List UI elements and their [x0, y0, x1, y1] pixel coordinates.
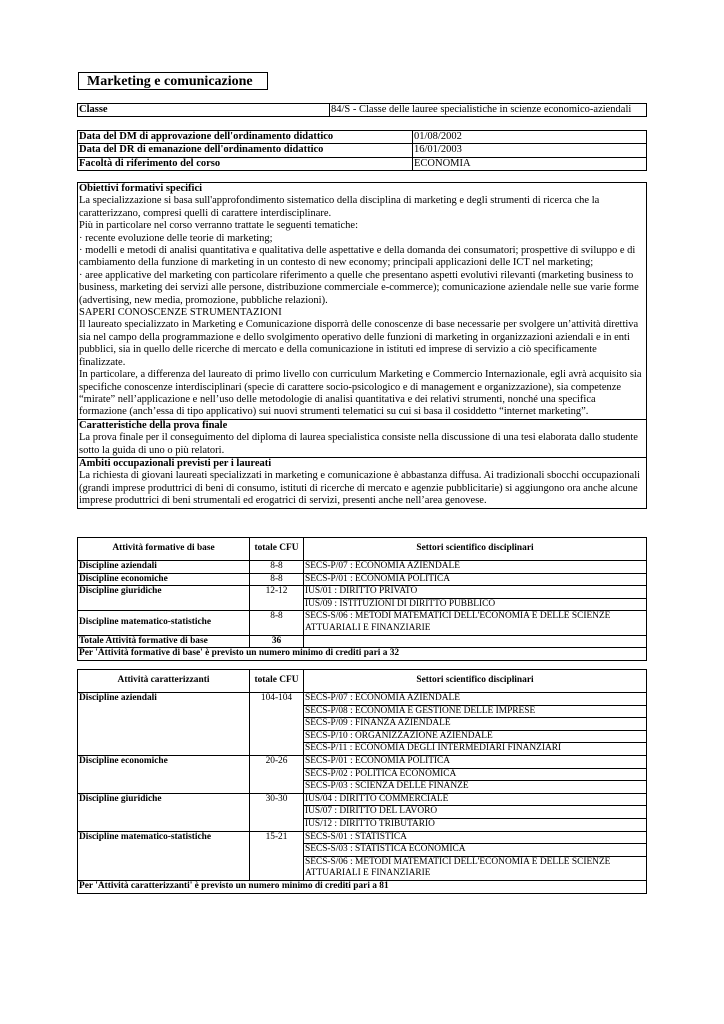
settore: SECS-P/03 : SCIENZA DELLE FINANZE: [304, 781, 647, 794]
activity-name: Discipline aziendali: [78, 693, 250, 756]
activity-cfu: 20-26: [250, 755, 304, 793]
prova-finale-text: La prova finale per il conseguimento del diploma di laurea specialistica consiste nella discussione di una tesi elaborata dallo studente sotto la guida di uno o più relatori.: [79, 432, 638, 456]
info-row-facolta: [78, 157, 647, 170]
activity-name: Discipline aziendali: [78, 561, 250, 574]
classe-table: [77, 103, 647, 117]
total-value: 36: [250, 635, 304, 648]
activity-cfu: 8-8: [250, 561, 304, 574]
settore: SECS-P/07 : ECONOMIA AZIENDALE: [304, 693, 647, 706]
settore: SECS-P/01 : ECONOMIA POLITICA: [304, 755, 647, 768]
settore: SECS-S/03 : STATISTICA ECONOMICA: [304, 844, 647, 857]
table-row: [78, 561, 647, 574]
activity-name: Discipline economiche: [78, 755, 250, 793]
info-label: Facoltà di riferimento del corso: [78, 157, 413, 170]
settore: SECS-S/01 : STATISTICA: [304, 831, 647, 844]
info-row-dm: [78, 131, 647, 144]
caratterizzanti-header-activity: Attività caratterizzanti: [78, 670, 250, 693]
activity-cfu: 30-30: [250, 793, 304, 831]
activity-name: Discipline matematico-statistiche: [78, 831, 250, 880]
settore: SECS-S/06 : METODI MATEMATICI DELL'ECONOMIA E DELLE SCIENZE ATTUARIALI E FINANZIARIE: [304, 611, 647, 635]
obiettivi-line: La specializzazione si basa sull'approfondimento sistematico della disciplina di marketing e degli strumenti di ricerca che la caratterizzano, compresi quelli di carattere interdisciplinare.: [79, 195, 600, 219]
settore: SECS-P/11 : ECONOMIA DEGLI INTERMEDIARI FINANZIARI: [304, 743, 647, 756]
description-box: [77, 182, 647, 509]
info-row-dr: [78, 144, 647, 157]
caratterizzanti-note-row: [78, 880, 647, 893]
settore: IUS/01 : DIRITTO PRIVATO: [304, 586, 647, 599]
caratterizzanti-header-settori: Settori scientifico disciplinari: [304, 670, 647, 693]
base-header-row: [78, 538, 647, 561]
classe-label: Classe: [78, 104, 330, 117]
base-header-cfu: totale CFU: [250, 538, 304, 561]
caratterizzanti-table: [77, 669, 647, 894]
info-label: Data del DR di emanazione dell'ordinamento didattico: [78, 144, 413, 157]
obiettivi-line: · modelli e metodi di analisi quantitativa e qualitativa delle aspettative e della domanda dei consumatori; prospettive di sviluppo e di cambiamento della funzione di marketing in un contesto di new economy; principali applicazioni delle ICT nel marketing;: [79, 245, 636, 269]
info-table: [77, 130, 647, 171]
base-header-activity: Attività formative di base: [78, 538, 250, 561]
activity-name: Discipline giuridiche: [78, 793, 250, 831]
classe-value: 84/S - Classe delle lauree specialistiche in scienze economico-aziendali: [330, 104, 647, 117]
settore: SECS-S/06 : METODI MATEMATICI DELL'ECONOMIA E DELLE SCIENZE ATTUARIALI E FINANZIARIE: [304, 856, 647, 880]
total-label: Totale Attività formative di base: [78, 635, 250, 648]
settore: IUS/04 : DIRITTO COMMERCIALE: [304, 793, 647, 806]
page-title: Marketing e comunicazione: [78, 72, 268, 90]
caratterizzanti-header-cfu: totale CFU: [250, 670, 304, 693]
activity-cfu: 8-8: [250, 611, 304, 635]
ambiti-text: La richiesta di giovani laureati specializzati in marketing e comunicazione è abbastanza diffusa. Ai tradizionali sbocchi occupazionali (grandi imprese produttrici di beni di consumo, istituti di ricerche di mercato e agenzie pubblicitarie) si aggiungono ora anche alcune imprese produttrici di beni strumentali ed erogatrici di servizi, presenti anche nell’area genovese.: [79, 470, 641, 507]
table-row: [78, 611, 647, 635]
prova-finale-heading: Caratteristiche della prova finale: [79, 419, 228, 431]
activity-cfu: 104-104: [250, 693, 304, 756]
obiettivi-section: [78, 183, 646, 419]
info-value: ECONOMIA: [413, 157, 647, 170]
settore: SECS-P/08 : ECONOMIA E GESTIONE DELLE IMPRESE: [304, 705, 647, 718]
settore: IUS/07 : DIRITTO DEL LAVORO: [304, 806, 647, 819]
base-total-row: [78, 635, 647, 648]
obiettivi-line: SAPERI CONOSCENZE STRUMENTAZIONI: [79, 307, 282, 319]
obiettivi-heading: Obiettivi formativi specifici: [79, 183, 203, 194]
table-row: [78, 693, 647, 706]
activity-name: Discipline economiche: [78, 573, 250, 586]
ambiti-heading: Ambiti occupazionali previsti per i laureati: [79, 457, 272, 469]
info-value: 16/01/2003: [413, 144, 647, 157]
activity-cfu: 8-8: [250, 573, 304, 586]
base-table: [77, 537, 647, 661]
base-note-row: [78, 648, 647, 661]
settore: SECS-P/10 : ORGANIZZAZIONE AZIENDALE: [304, 730, 647, 743]
activity-name: Discipline matematico-statistiche: [78, 611, 250, 635]
settore: SECS-P/01 : ECONOMIA POLITICA: [304, 573, 647, 586]
table-row: [78, 793, 647, 806]
caratterizzanti-header-row: [78, 670, 647, 693]
obiettivi-line: · recente evoluzione delle teorie di marketing;: [79, 232, 273, 244]
obiettivi-line: Più in particolare nel corso verranno trattate le seguenti tematiche:: [79, 220, 359, 232]
prova-finale-section: [78, 419, 646, 457]
total-empty: [304, 635, 647, 648]
table-row: [78, 755, 647, 768]
table-row: [78, 586, 647, 599]
ambiti-section: [78, 457, 646, 508]
base-header-settori: Settori scientifico disciplinari: [304, 538, 647, 561]
settore: IUS/12 : DIRITTO TRIBUTARIO: [304, 818, 647, 831]
classe-row: [78, 104, 647, 117]
settore: SECS-P/02 : POLITICA ECONOMICA: [304, 768, 647, 781]
table-row: [78, 831, 647, 844]
table-row: [78, 573, 647, 586]
settore: SECS-P/09 : FINANZA AZIENDALE: [304, 718, 647, 731]
base-note: Per 'Attività formative di base' è previsto un numero minimo di crediti pari a 32: [78, 648, 647, 661]
activity-cfu: 12-12: [250, 586, 304, 611]
settore: IUS/09 : ISTITUZIONI DI DIRITTO PUBBLICO: [304, 598, 647, 611]
info-value: 01/08/2002: [413, 131, 647, 144]
obiettivi-line: In particolare, a differenza del laureato di primo livello con curriculum Marketing e Commercio Internazionale, egli avrà acquisito sia specifiche conoscenze interdisciplinari (specie di carattere socio-psicologico e di management e organizzazione), sia competenze “mirate” nell’applicazione e nell’uso delle metodologie di analisi quantitativa e dei relativi strumenti, nonché una specifica formazione (anch’essa di tipo applicativo) sui nuovi strumenti telematici su cui si basa il cosiddetto “internet marketing”.: [79, 369, 642, 418]
info-label: Data del DM di approvazione dell'ordinamento didattico: [78, 131, 413, 144]
obiettivi-line: · aree applicative del marketing con particolare riferimento a quelle che presentano aspetti evolutivi rilevanti (marketing business to business, marketing dei servizi alle persone, distribuzione commerciale e-commerce); comunicazione aziendale nelle sue varie forme (advertising, new media, promozione, pubbliche relazioni).: [79, 269, 639, 306]
caratterizzanti-note: Per 'Attività caratterizzanti' è previsto un numero minimo di crediti pari a 81: [78, 880, 647, 893]
activity-cfu: 15-21: [250, 831, 304, 880]
activity-name: Discipline giuridiche: [78, 586, 250, 611]
settore: SECS-P/07 : ECONOMIA AZIENDALE: [304, 561, 647, 574]
obiettivi-line: Il laureato specializzato in Marketing e Comunicazione disporrà delle conoscenze di base necessarie per svolgere un’attività direttiva sia nel campo della programmazione e dello svolgimento operativo delle funzioni di marketing in organizzazioni aziendali e in enti pubblici, sia in quello delle ricerche di mercato e della comunicazione in istituti ed imprese di servizio a ciò specificamente finalizzate.: [79, 319, 639, 368]
